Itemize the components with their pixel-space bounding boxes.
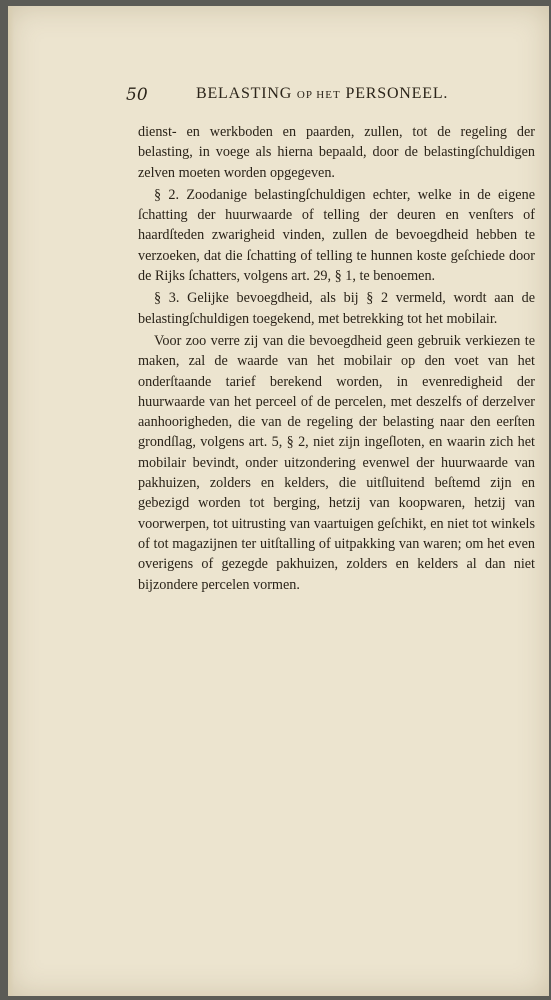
- book-page: [8, 6, 549, 996]
- running-head-part2: OP HET: [296, 89, 341, 101]
- running-head-part3: PERSONEEL.: [345, 85, 449, 102]
- running-head-part1: BELASTING: [196, 85, 293, 102]
- paragraph-1: dienst- en werkboden en paarden, zullen, tot de regeling der belasting, in voege als hierna bepaald, door de belastingſchuldigen zelven moeten worden opgegeven.: [138, 124, 535, 181]
- paragraph-3: § 3. Gelijke bevoegdheid, als bij § 2 vermeld, wordt aan de belastingſchuldigen toegekend, met betrekking tot het mobilair.: [138, 290, 535, 327]
- running-head: [196, 85, 448, 103]
- paragraph-2: § 2. Zoodanige belastingſchuldigen echter, welke in de eigene ſchatting der huurwaarde of telling der deuren en venſters of haardſteden zwarigheid vinden, zullen de bevoegdheid hebben te verzoeken, dat die ſchatting of telling te hunnen koste geſchiede door de Rijks ſchatters, volgens art. 29, § 1, te benoemen.: [138, 186, 535, 285]
- page-number: 50: [126, 85, 148, 105]
- paragraph-4: Voor zoo verre zij van die bevoegdheid geen gebruik verkiezen te maken, zal de waarde van het mobilair op den voet van het onderſtaande tarief berekend worden, in evenredigheid der huurwaarde van het perceel of de percelen, met deszelfs of derzelver aanhoorigheden, die van de regeling der belasting naar den eerſten grondſlag, volgens art. 5, § 2, niet zijn ingeſloten, en waarin zich het mobilair bevindt, onder uitzondering evenwel der huurwaarde van pakhuizen, zolders en kelders, die uitſluitend beſtemd zijn en gebezigd worden tot berging, hetzij van koopwaren, hetzij van voorwerpen, tot uitrusting van vaartuigen geſchikt, en niet tot winkels of tot magazijnen ter uitſtalling of uitpakking van waren; om het even overigens of gezegde pakhuizen, zolders en kelders al dan niet bijzondere percelen vormen.: [138, 332, 535, 593]
- body-text: [138, 122, 535, 595]
